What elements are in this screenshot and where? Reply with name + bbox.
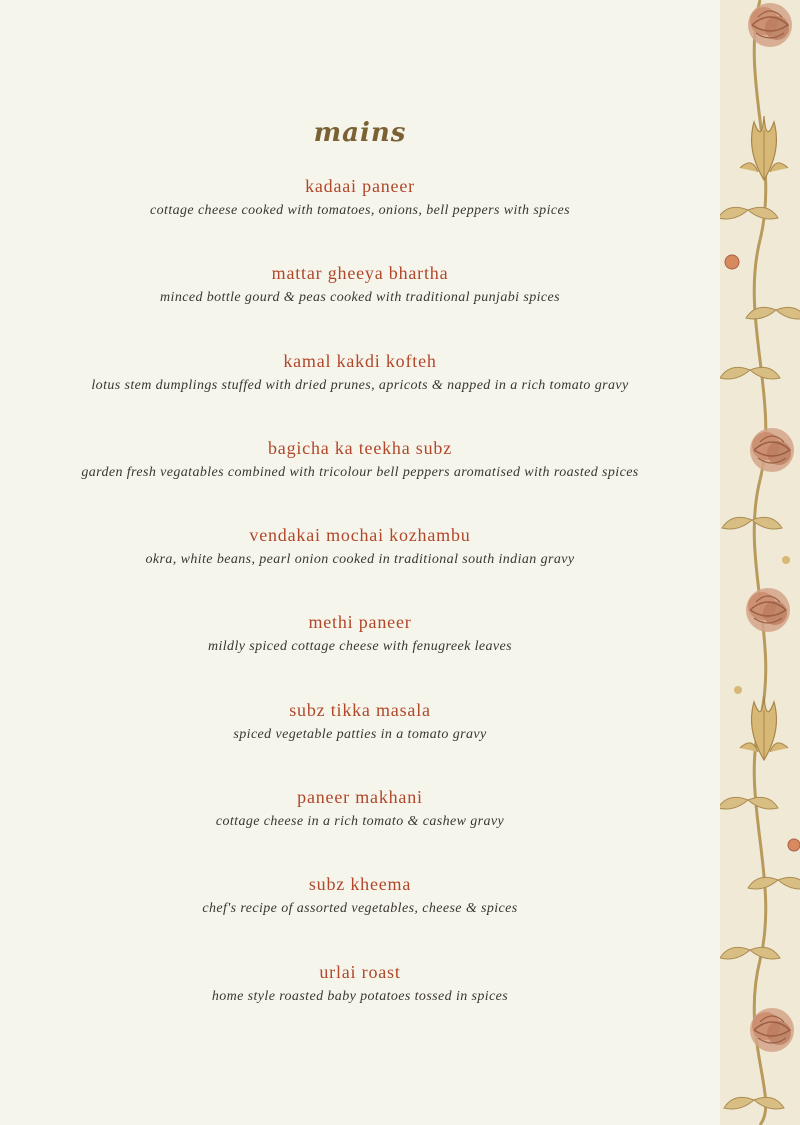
menu-item — [0, 262, 720, 349]
section-title: mains — [313, 118, 407, 148]
item-name: paneer makhani — [297, 787, 423, 808]
item-description: cottage cheese cooked with tomatoes, onions, bell peppers with spices — [150, 203, 570, 218]
item-description: chef's recipe of assorted vegetables, cheese & spices — [202, 901, 518, 917]
item-description: home style roasted baby potatoes tossed in spices — [211, 988, 509, 1004]
item-name: subz kheema — [308, 874, 412, 895]
item-description: garden fresh vegatables combined with tricolour bell peppers aromatised with roasted spices — [81, 464, 639, 480]
floral-pattern-icon — [720, 0, 800, 1125]
item-description: okra, white beans, pearl onion cooked in traditional south indian gravy — [145, 552, 575, 568]
item-description: cottage cheese in a rich tomato & cashew gravy — [215, 814, 505, 830]
item-name: vendakai mochai kozhambu — [249, 525, 471, 546]
item-name: kamal kakdi kofteh — [283, 350, 437, 371]
menu-item — [0, 437, 720, 524]
menu-item — [0, 524, 720, 611]
item-name: mattar gheeya bhartha — [271, 263, 449, 284]
menu-item — [0, 175, 720, 262]
item-description: mildly spiced cottage cheese with fenugreek leaves — [207, 639, 513, 655]
item-name: urlai roast — [319, 961, 401, 982]
item-description: spiced vegetable patties in a tomato gravy — [233, 726, 487, 742]
menu-item — [0, 350, 720, 437]
menu-item — [0, 611, 720, 698]
item-description: minced bottle gourd & peas cooked with traditional punjabi spices — [160, 290, 560, 306]
item-name: bagicha ka teekha subz — [267, 437, 453, 458]
item-name: subz tikka masala — [289, 699, 431, 720]
menu-item-list — [0, 175, 720, 1048]
item-name: methi paneer — [308, 612, 412, 633]
menu-item — [0, 961, 720, 1048]
menu-item — [0, 786, 720, 873]
menu-item — [0, 699, 720, 786]
item-name: kadaai paneer — [305, 176, 415, 196]
menu-item — [0, 873, 720, 960]
item-description: lotus stem dumplings stuffed with dried prunes, apricots & napped in a rich tomato gravy — [91, 377, 629, 393]
